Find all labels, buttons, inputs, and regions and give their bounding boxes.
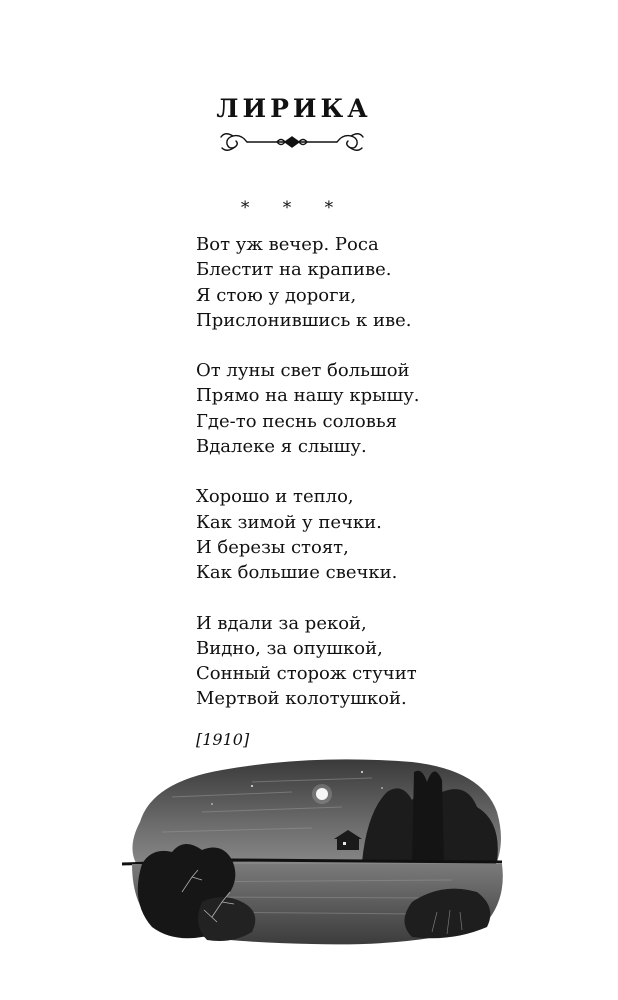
stanza <box>196 484 596 585</box>
poem-line: Сонный сторож стучит <box>196 663 417 685</box>
poem-line: От луны свет большой <box>196 360 410 382</box>
stanza <box>196 611 596 712</box>
stanza <box>196 232 596 333</box>
poem-line: Видно, за опушкой, <box>196 637 383 659</box>
poem-body <box>196 232 596 737</box>
poem-line: Прислонившись к иве. <box>196 309 412 331</box>
poem-line: Хорошо и тепло, <box>196 486 354 508</box>
poem-line: Как большие свечки. <box>196 562 398 584</box>
poem-date: [1910] <box>196 730 250 749</box>
poem-line: Мертвой колотушкой. <box>196 688 407 710</box>
poem-line: Прямо на нашу крышу. <box>196 385 420 407</box>
poem-line: И березы стоят, <box>196 536 349 558</box>
poem-line: Я стою у дороги, <box>196 284 357 306</box>
poem-line: Как зимой у печки. <box>196 511 382 533</box>
stanza <box>196 358 596 459</box>
poem-line: Вдалеке я слышу. <box>196 436 367 458</box>
poem-separator: * * * <box>240 198 348 218</box>
section-title: ЛИРИКА <box>216 94 372 123</box>
night-landscape-illustration-icon <box>112 752 512 947</box>
poem-line: Где-то песнь соловья <box>196 410 397 432</box>
title-ornament-icon <box>217 128 367 156</box>
poem-line: И вдали за рекой, <box>196 612 367 634</box>
poem-line: Блестит на крапиве. <box>196 259 392 281</box>
poem-line: Вот уж вечер. Роса <box>196 234 379 255</box>
